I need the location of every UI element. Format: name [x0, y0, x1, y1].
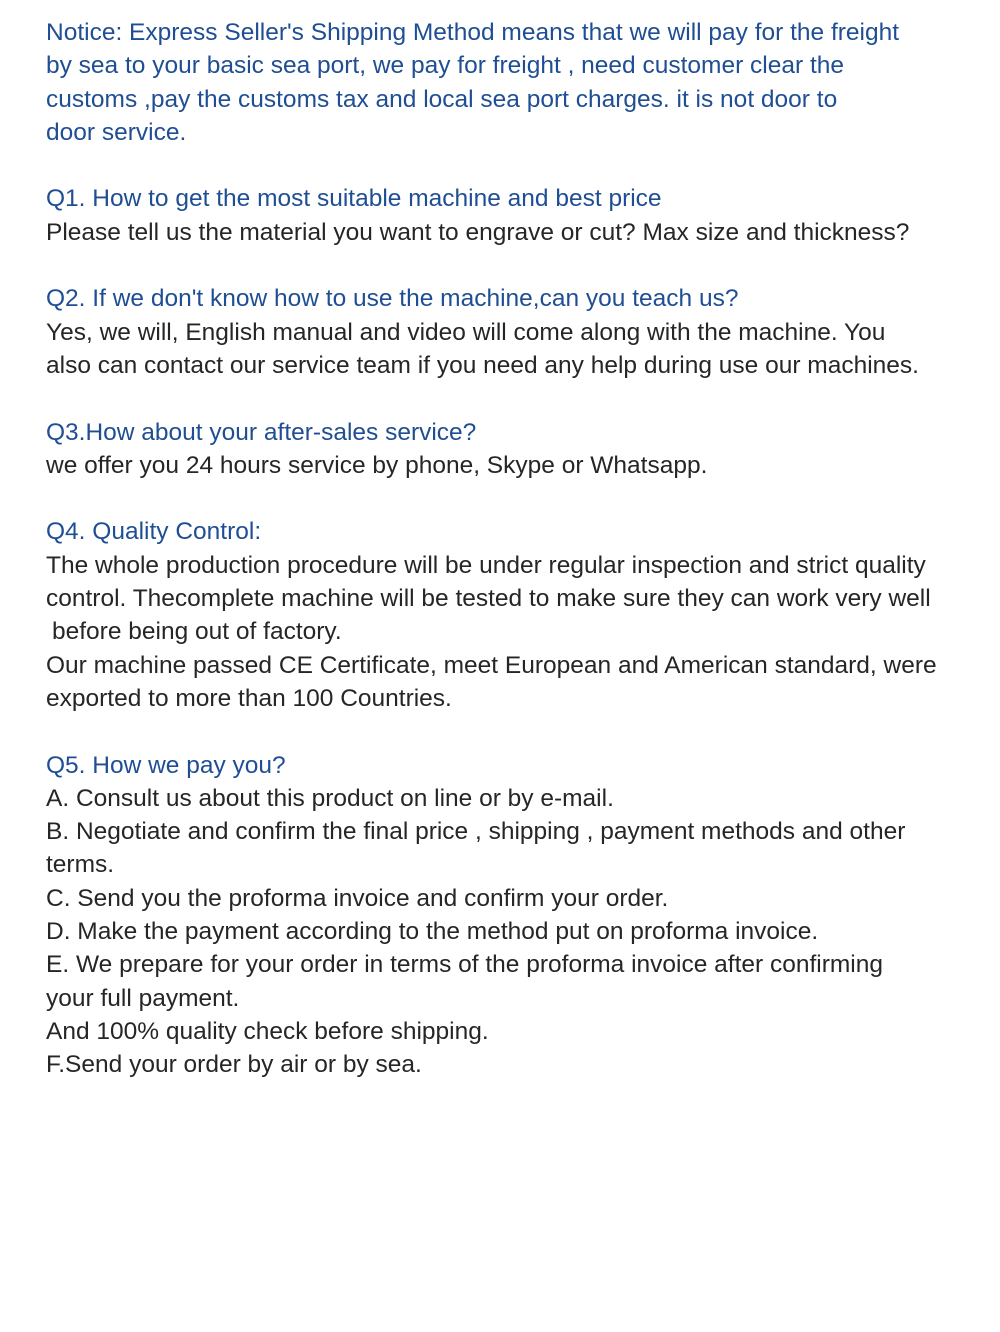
faq-question: Q1. How to get the most suitable machine and best price: [46, 185, 662, 213]
faq-answer-line: also can contact our service team if you need any help during use our machines.: [46, 351, 919, 379]
faq-item-q1: [46, 182, 991, 249]
faq-question: Q3.How about your after-sales service?: [46, 418, 477, 446]
faq-question: Q4. Quality Control:: [46, 518, 262, 546]
faq-answer-line: A. Consult us about this product on line or by e-mail.: [46, 784, 614, 812]
faq-question: Q2. If we don't know how to use the machine,can you teach us?: [46, 285, 739, 313]
faq-answer-line: before being out of factory.: [52, 618, 342, 646]
faq-answer-line: And 100% quality check before shipping.: [46, 1017, 489, 1045]
notice-block: [46, 16, 991, 149]
faq-answer-line: Yes, we will, English manual and video will come along with the machine. You: [46, 318, 886, 346]
spacer: [46, 482, 991, 515]
faq-item-q4: [46, 515, 991, 715]
faq-answer-line: your full payment.: [46, 984, 240, 1012]
spacer: [46, 249, 991, 282]
faq-item-q2: [46, 282, 991, 382]
faq-answer-line: Please tell us the material you want to engrave or cut? Max size and thickness?: [46, 218, 910, 246]
faq-answer-line: we offer you 24 hours service by phone, Skype or Whatsapp.: [46, 451, 708, 479]
faq-item-q3: [46, 416, 991, 483]
faq-answer-line: B. Negotiate and confirm the final price , shipping , payment methods and other: [46, 818, 906, 846]
notice-line: customs ,pay the customs tax and local sea port charges. it is not door to: [46, 85, 838, 113]
notice-line: Notice: Express Seller's Shipping Method means that we will pay for the freight: [46, 19, 900, 46]
spacer: [46, 382, 991, 415]
faq-question: Q5. How we pay you?: [46, 751, 286, 779]
faq-answer-line: control. Thecomplete machine will be tested to make sure they can work very well: [46, 585, 931, 613]
faq-answer-line: exported to more than 100 Countries.: [46, 684, 452, 712]
faq-answer-line: C. Send you the proforma invoice and confirm your order.: [46, 884, 669, 912]
faq-answer-line: E. We prepare for your order in terms of the proforma invoice after confirming: [46, 951, 883, 979]
notice-line: by sea to your basic sea port, we pay for freight , need customer clear the: [46, 52, 845, 80]
faq-item-q5: [46, 749, 991, 1082]
faq-answer-line: Our machine passed CE Certificate, meet European and American standard, were: [46, 651, 937, 679]
faq-answer-line: The whole production procedure will be under regular inspection and strict quality: [46, 551, 926, 579]
faq-document: [46, 16, 991, 1082]
spacer: [46, 149, 991, 182]
faq-answer-line: F.Send your order by air or by sea.: [46, 1051, 422, 1079]
spacer: [46, 715, 991, 748]
notice-line: door service.: [46, 118, 187, 146]
faq-answer-line: D. Make the payment according to the method put on proforma invoice.: [46, 918, 819, 946]
faq-answer-line: terms.: [46, 851, 115, 879]
